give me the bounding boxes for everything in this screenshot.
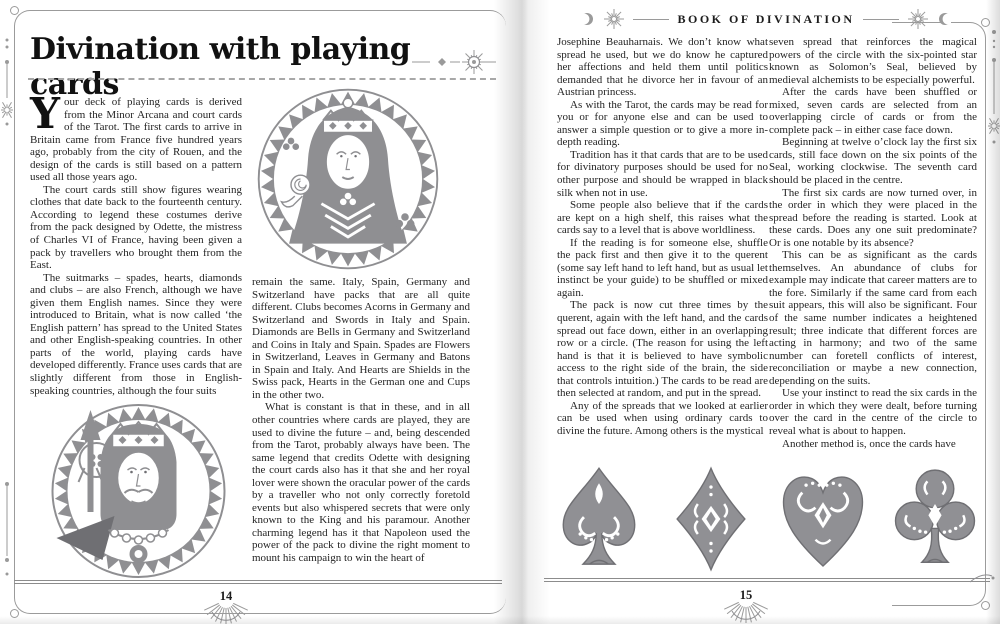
header-rule [633,19,669,20]
paragraph: Any of the spreads that we looked at earlier can be used when using ordinary cards to divine the future. Among others is the mystical [557,399,768,437]
rule-flourish [968,570,996,586]
paragraph: The suitmarks – spades, hearts, diamonds and clubs – are also French, although we have given them English names. Since they were introduced to Britain, what is now called ‘the English pattern’ has spread to the United States and other English-speaking countries. In other parts of the world, playing cards have developed differently. France uses cards that are slightly different from those in English-speaking countries, although the four suits [30,271,242,397]
drop-cap: Y [30,89,60,138]
club-icon [888,462,982,576]
crescent-moon-icon [581,11,595,27]
paragraph: Use your instinct to read the six cards in the order in which they were dealt, before turning over the card in the centre of the circle to reveal what is about to happen. [769,387,977,437]
margin-pin-ornament [1,478,13,588]
spade-icon [552,462,646,576]
footer-rule [544,578,990,582]
left-page-column-2 [252,276,470,565]
paragraph: Beginning at twelve o’clock lay the first six cards, still face down on the six points of the Seal, working clockwise. The seventh card should be placed in the centre. [769,136,977,187]
starburst-icon [907,8,929,30]
paragraph: If the reading is for someone else, shuffle the pack first and then give it to the querent (some say left hand to left hand, but as usual let instinct be your guide) to be shuffled or mixed again. [557,236,768,299]
suit-symbols-row [552,462,982,578]
frame-corner-ornament [981,601,990,610]
paragraph: seven spread that reinforces the magical powers of the circle with the six-pointed star known as Solomon’s Seal, believed by medieval alchemists to be especially powerful. [769,36,977,86]
frame-corner-ornament [10,609,19,618]
frame-corner-ornament [10,6,19,15]
running-header [556,8,976,30]
page-number-left: 14 [219,589,233,603]
right-page-column-2 [769,36,977,450]
book-title: BOOK OF DIVINATION [677,11,855,26]
frame-corner-ornament [981,18,990,27]
paragraph: Tradition has it that cards that are to be used for divinatory purposes should be used for no other purpose and should be wrapped in black silk when not in use. [557,148,768,199]
page-title: Divination with playing cards [30,32,411,102]
starburst-icon [603,8,625,30]
heart-icon [776,462,870,576]
paragraph: Your deck of playing cards is derived from the Minor Arcana and court cards of the Tarot. The first cards to arrive in Britain came from France five hundred years ago, probably from the city of Rouen, and the design of the cards is still based on a pattern used all those years ago. [30,89,242,184]
title-divider [28,78,496,80]
paragraph: The court cards still show figures wearing clothes that date back to the fourteenth century. According to legend these costumes derive from the pack designed by Odette, the mistress of Charles VI of France, having been given a pack by travellers who brought them from the East. [30,183,242,272]
paragraph: Josephine Beauharnais. We don’t know what spread he used, but we do know he captured her affections and held them until politics demanded that he divorce her in favour of an Austrian princess. [557,36,768,99]
margin-pin-ornament [1,36,13,286]
paragraph: After the cards have been shuffled or mixed, seven cards are selected from an overlapping circle of cards or from the complete pack – in either case face down. [769,86,977,136]
sun-rays-ornament [706,601,786,624]
diamond-icon [664,462,758,576]
paragraph: The first six cards are now turned over, in the order in which they were placed in the spread before the reading is started. Look at these cards. Does any one suit predominate? Or is one notable by its absence? [769,186,977,249]
paragraph: This can be as significant as the cards themselves. An abundance of clubs for example may indicate that career matters are to the fore. Similarly if the same card from each suit appears, this will also be significant. Four of the same number indicates a heightened result; three indicate that different forces are acting in harmony; and two of the same number can foretell conflicts of interest, reconciliation or maybe a new connection, depending on the suits. [769,249,977,387]
paragraph: Some people also believe that if the cards are kept on a high shelf, this raises what the cards say to a level that is above worldliness. [557,199,768,237]
paragraph: Another method is, once the cards have [782,437,956,450]
sun-title-ornament [412,48,496,76]
margin-pin-ornament [988,28,1000,158]
left-page-column-1 [30,89,242,397]
right-page-column-1 [557,36,768,438]
footer-rule [14,580,502,584]
paragraph: remain the same. Italy, Spain, Germany and Switzerland have packs that are all quite different. Clubs becomes Acorns in Germany and Switzerland and Swords in Italy and Spain. Diamonds are Bells in Germany and Switzerland and Coins in Italy and Spain. Spades are Flowers in Switzerland, Leaves in Germany and Batons in Spain and Italy. And Hearts are Shields in the Swiss pack, Hearts in the German one and Cups in the other two. [252,276,470,401]
page-edge-shadow [0,616,1000,624]
page-number-right: 15 [739,588,753,602]
king-card-medallion-illustration [26,402,241,580]
queen-card-medallion-illustration [248,84,448,274]
sun-rays-ornament [186,602,266,624]
crescent-moon-icon [937,11,951,27]
paragraph: As with the Tarot, the cards may be read for you or for anyone else and can be used to answer a simple question or to give a more in-depth reading. [557,98,768,149]
paragraph: The pack is now cut three times by the querent, again with the left hand, and the cards spread out face down, either in an overlapping row or a circle. (The reason for using the left hand is that it is believed to have symbolic access to the right side of the brain, the side that controls intuition.) The cards to be read are then selected at random, and put in the spread. [557,299,768,400]
paragraph: What is constant is that in these, and in all other countries where cards are played, they are used to divine the future – and, being descended from the Tarot, probably always have been. The same legend that credits Odette with designing the court cards also has it that she and her royal lover were shown the oracular power of the cards by a traveller who not only correctly foretold events but also whispered secrets that were only known to the King and his paramour. Another charming legend has it that Napoleon used the power of the pack to divine the right moment to mount his campaign to win the heart of [252,401,470,565]
header-rule [863,19,899,20]
